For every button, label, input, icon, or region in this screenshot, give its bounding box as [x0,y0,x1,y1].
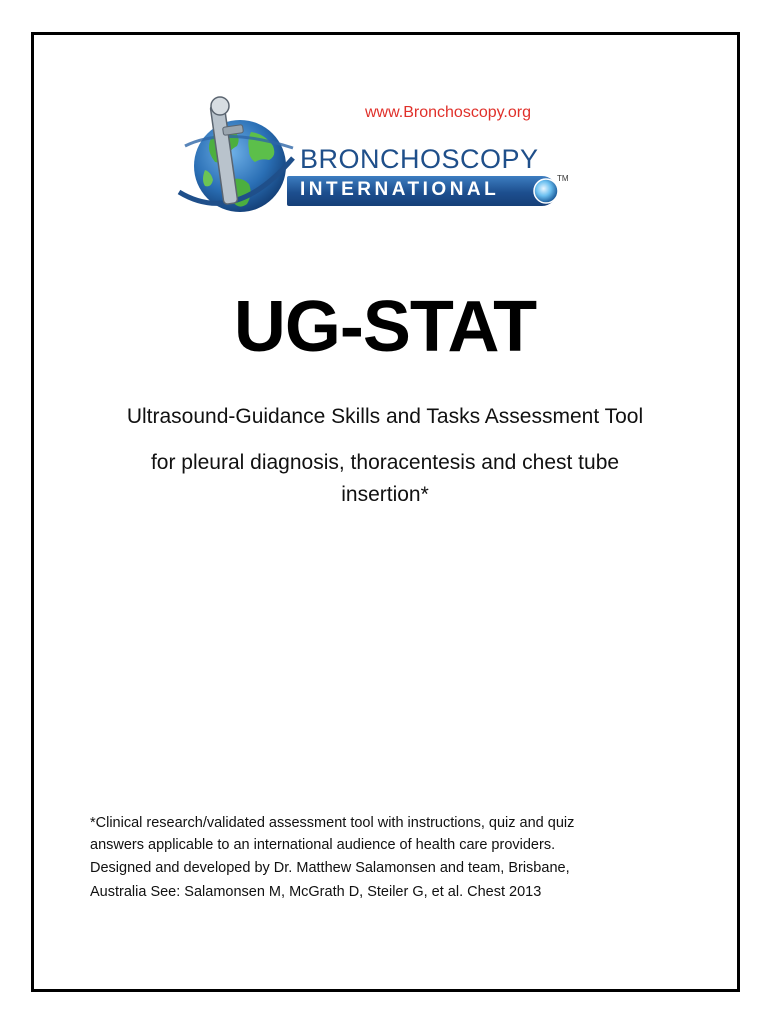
trademark-symbol: TM [557,174,569,183]
footnote-line: Designed and developed by Dr. Matthew Salamonsen and team, Brisbane, [90,860,570,876]
footnote-line: answers applicable to an international audience of health care providers. [90,837,556,853]
logo-url-text: www.Bronchoscopy.org [365,104,531,121]
lens-orb-icon [533,178,559,204]
footnote-line: *Clinical research/validated assessment tool with instructions, quiz and quiz [90,815,575,831]
logo-bronchoscopy-text: BRONCHOSCOPY [300,144,539,174]
globe-bronchoscope-icon [165,96,295,224]
logo-international-text: INTERNATIONAL [300,179,500,200]
bronchoscopy-international-logo [165,96,605,224]
subtitle-line-2: for pleural diagnosis, thoracentesis and chest tube [150,451,620,474]
subtitle-line-3: insertion* [341,483,429,506]
document-title: UG-STAT [233,287,537,367]
subtitle-line-1: Ultrasound-Guidance Skills and Tasks Assessment Tool [126,405,644,428]
footnote-line: Australia See: Salamonsen M, McGrath D, Steiler G, et al. Chest 2013 [90,884,542,900]
